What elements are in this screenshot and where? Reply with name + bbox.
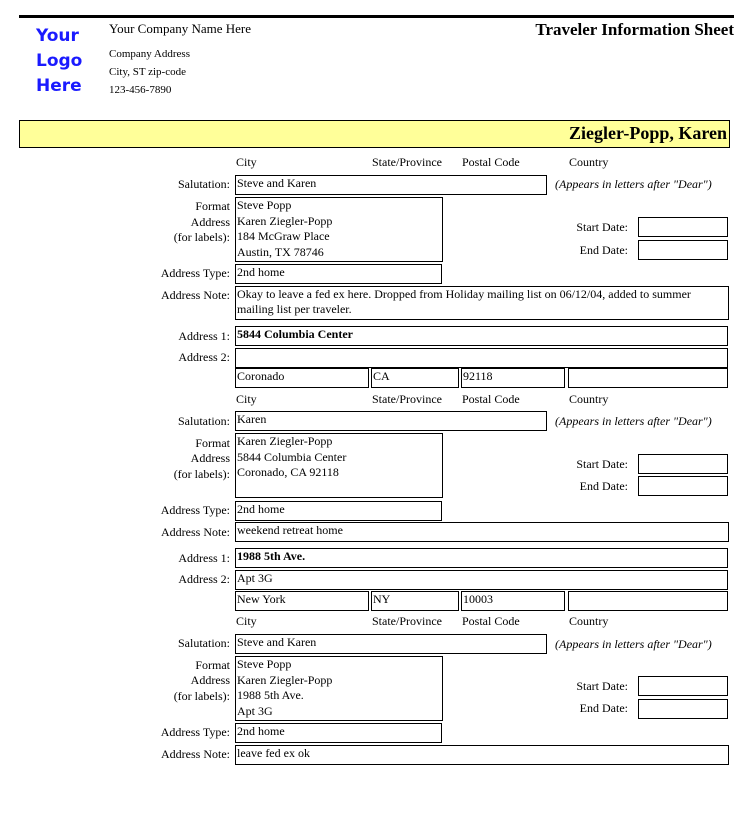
address1-field[interactable]: 1988 5th Ave. — [235, 548, 728, 568]
start-date-label: Start Date: — [576, 457, 628, 471]
address2-field[interactable]: Apt 3G — [235, 570, 728, 590]
address-type-label: Address Type: — [160, 503, 230, 517]
end-date-label: End Date: — [579, 243, 628, 257]
address-note-field[interactable]: leave fed ex ok — [235, 745, 729, 765]
address-note-label: Address Note: — [161, 747, 230, 761]
country-header: Country — [569, 614, 609, 628]
city-field[interactable]: New York — [235, 591, 369, 611]
start-date-label: Start Date: — [576, 679, 628, 693]
state-header: State/Province — [372, 155, 442, 169]
salutation-field[interactable]: Karen — [235, 411, 547, 431]
salutation-hint: (Appears in letters after "Dear") — [555, 177, 712, 191]
traveler-name: Ziegler-Popp, Karen — [569, 123, 727, 143]
end-date-field[interactable] — [638, 699, 728, 719]
logo-line: Here — [36, 76, 82, 96]
start-date-field[interactable] — [638, 676, 728, 696]
start-date-field[interactable] — [638, 454, 728, 474]
start-date-field[interactable] — [638, 217, 728, 237]
city-header: City — [236, 392, 257, 406]
format-line: Karen Ziegler-Popp — [237, 213, 333, 228]
format-label-1: Format — [195, 658, 230, 672]
logo-line: Your — [36, 26, 79, 46]
address-note-label: Address Note: — [161, 525, 230, 539]
address-note-field[interactable]: weekend retreat home — [235, 522, 729, 542]
city-header: City — [236, 614, 257, 628]
header-rule — [19, 15, 734, 18]
address-note-field[interactable]: Okay to leave a fed ex here. Dropped from Holiday mailing list on 06/12/04, added to summer mailing list per traveler. — [235, 286, 729, 320]
company-address: Company Address — [109, 48, 190, 60]
company-name: Your Company Name Here — [109, 21, 252, 36]
address-type-field[interactable]: 2nd home — [235, 501, 442, 521]
address-type-field[interactable]: 2nd home — [235, 264, 442, 284]
city-header: City — [236, 155, 257, 169]
format-line: Steve Popp — [237, 657, 292, 671]
end-date-field[interactable] — [638, 240, 728, 260]
format-line: Apt 3G — [237, 703, 273, 718]
address-type-label: Address Type: — [160, 725, 230, 739]
address2-field[interactable] — [235, 348, 728, 368]
format-address-field[interactable] — [235, 656, 443, 721]
format-label-2: Address — [190, 673, 230, 687]
address-type-label: Address Type: — [160, 266, 230, 280]
state-field[interactable]: NY — [371, 591, 459, 611]
logo-line: Logo — [36, 51, 83, 71]
end-date-label: End Date: — [579, 701, 628, 715]
postal-field[interactable]: 10003 — [461, 591, 565, 611]
address-type-field[interactable]: 2nd home — [235, 723, 442, 743]
company-city: City, ST zip-code — [109, 66, 186, 78]
address2-label: Address 2: — [178, 350, 230, 364]
postal-header: Postal Code — [462, 614, 520, 628]
state-field[interactable]: CA — [371, 368, 459, 388]
postal-header: Postal Code — [462, 155, 520, 169]
format-address-field[interactable] — [235, 197, 443, 262]
end-date-label: End Date: — [579, 479, 628, 493]
format-line: Coronado, CA 92118 — [237, 465, 339, 479]
format-label-3: (for labels): — [173, 467, 230, 481]
format-label-1: Format — [195, 436, 230, 450]
format-address-field[interactable] — [235, 433, 443, 498]
postal-field[interactable]: 92118 — [461, 368, 565, 388]
address1-field[interactable]: 5844 Columbia Center — [235, 326, 728, 346]
postal-header: Postal Code — [462, 392, 520, 406]
company-phone: 123-456-7890 — [109, 84, 172, 96]
salutation-label: Salutation: — [178, 414, 230, 428]
salutation-hint: (Appears in letters after "Dear") — [555, 637, 712, 651]
format-label-3: (for labels): — [173, 230, 230, 244]
format-label-3: (for labels): — [173, 689, 230, 703]
country-field[interactable] — [568, 368, 728, 388]
format-line: Steve Popp — [237, 198, 292, 212]
state-header: State/Province — [372, 392, 442, 406]
format-line: Austin, TX 78746 — [237, 244, 324, 259]
format-label-2: Address — [190, 451, 230, 465]
salutation-label: Salutation: — [178, 177, 230, 191]
format-label-1: Format — [195, 199, 230, 213]
start-date-label: Start Date: — [576, 220, 628, 234]
end-date-field[interactable] — [638, 476, 728, 496]
format-line: Karen Ziegler-Popp — [237, 672, 333, 687]
address2-label: Address 2: — [178, 572, 230, 586]
country-header: Country — [569, 392, 609, 406]
traveler-name-bar — [19, 120, 730, 148]
format-line: 5844 Columbia Center — [237, 449, 347, 464]
address-note-label: Address Note: — [161, 288, 230, 302]
format-line: 184 McGraw Place — [237, 229, 330, 243]
company-logo — [36, 24, 86, 99]
format-line: 1988 5th Ave. — [237, 688, 304, 702]
salutation-hint: (Appears in letters after "Dear") — [555, 414, 712, 428]
address1-label: Address 1: — [178, 551, 230, 565]
salutation-label: Salutation: — [178, 636, 230, 650]
salutation-field[interactable]: Steve and Karen — [235, 634, 547, 654]
state-header: State/Province — [372, 614, 442, 628]
address1-label: Address 1: — [178, 329, 230, 343]
salutation-field[interactable]: Steve and Karen — [235, 175, 547, 195]
page-title: Traveler Information Sheet — [535, 20, 734, 39]
format-line: Karen Ziegler-Popp — [237, 434, 333, 448]
city-field[interactable]: Coronado — [235, 368, 369, 388]
country-field[interactable] — [568, 591, 728, 611]
format-label-2: Address — [190, 215, 230, 229]
country-header: Country — [569, 155, 609, 169]
